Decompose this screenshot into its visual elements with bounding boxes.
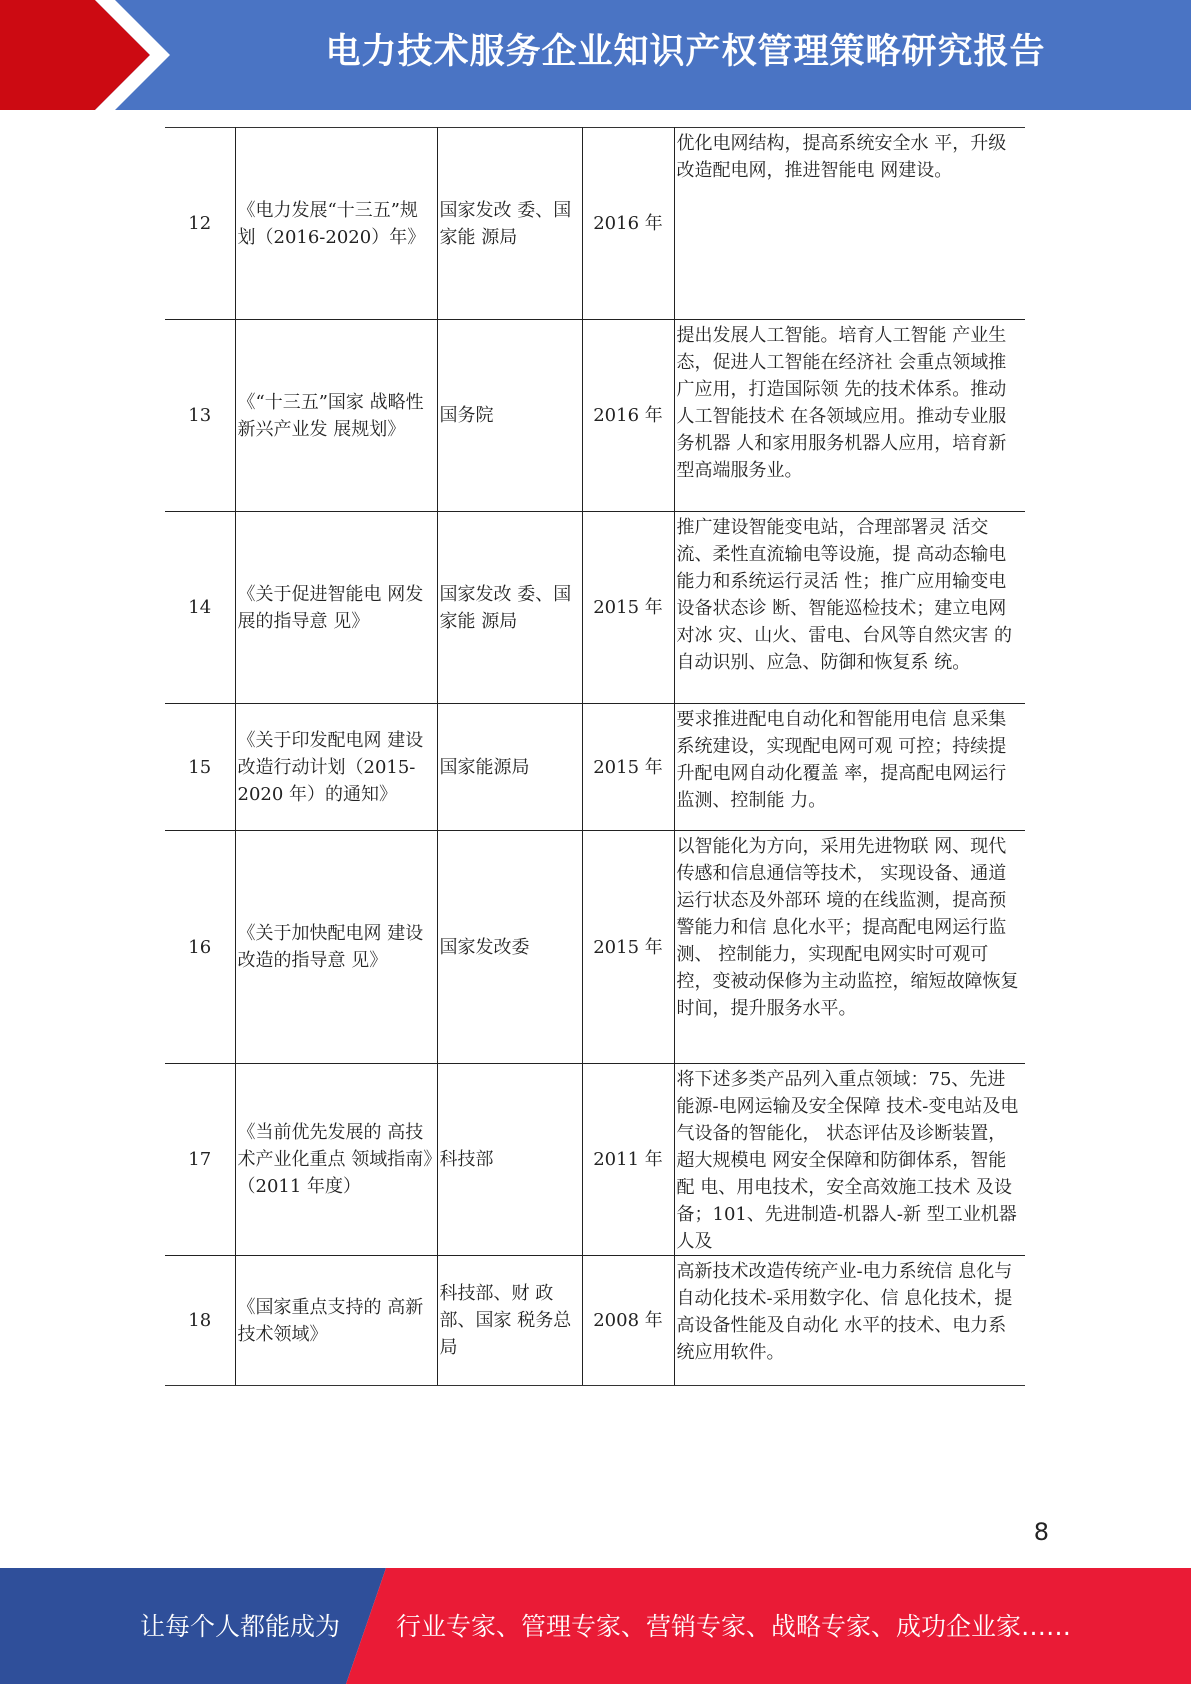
table-row [165, 704, 1025, 831]
page-footer [0, 1568, 1191, 1684]
table-row [165, 831, 1025, 1064]
table-row [165, 1064, 1025, 1256]
issue-year: 2015 年 [582, 704, 674, 831]
issue-year: 2008 年 [582, 1256, 674, 1386]
table-row [165, 320, 1025, 512]
policy-title: 《关于加快配电网 建设改造的指导意 见》 [235, 831, 437, 1064]
issue-year: 2015 年 [582, 831, 674, 1064]
page-number: 8 [1033, 1518, 1049, 1546]
policy-title: 《电力发展“十三五”规划（2016-2020）年》 [235, 128, 437, 320]
issue-year: 2011 年 [582, 1064, 674, 1256]
row-number: 16 [165, 831, 235, 1064]
issuing-authority: 国家发改 委、国家能 源局 [437, 128, 582, 320]
page-header [0, 0, 1191, 110]
policy-content: 高新技术改造传统产业-电力系统信 息化与自动化技术-采用数字化、信 息化技术，提高设备性能及自动化 水平的技术、电力系统应用软件。 [674, 1256, 1025, 1386]
policy-title: 《关于印发配电网 建设改造行动计划（2015-2020 年）的通知》 [235, 704, 437, 831]
policy-content: 要求推进配电自动化和智能用电信 息采集系统建设，实现配电网可观 可控；持续提升配电网自动化覆盖 率，提高配电网运行监测、控制能 力。 [674, 704, 1025, 831]
row-number: 13 [165, 320, 235, 512]
row-number: 18 [165, 1256, 235, 1386]
row-number: 15 [165, 704, 235, 831]
issue-year: 2015 年 [582, 512, 674, 704]
issuing-authority: 科技部、财 政部、国家 税务总局 [437, 1256, 582, 1386]
policy-title: 《“十三五”国家 战略性新兴产业发 展规划》 [235, 320, 437, 512]
policy-title: 《当前优先发展的 高技术产业化重点 领域指南》（2011 年度） [235, 1064, 437, 1256]
row-number: 17 [165, 1064, 235, 1256]
footer-slogan-right: 行业专家、管理专家、营销专家、战略专家、成功企业家…… [396, 1612, 1072, 1641]
row-number: 14 [165, 512, 235, 704]
policy-title: 《关于促进智能电 网发展的指导意 见》 [235, 512, 437, 704]
issuing-authority: 科技部 [437, 1064, 582, 1256]
row-number: 12 [165, 128, 235, 320]
issuing-authority: 国家发改委 [437, 831, 582, 1064]
policy-title: 《国家重点支持的 高新技术领域》 [235, 1256, 437, 1386]
issuing-authority: 国家能源局 [437, 704, 582, 831]
policy-content: 推广建设智能变电站，合理部署灵 活交流、柔性直流输电等设施，提 高动态输电能力和系统运行灵活 性；推广应用输变电设备状态诊 断、智能巡检技术；建立电网对冰 灾、山火、雷电、台风等自然灾害 的自动识别、应急、防御和恢复系 统。 [674, 512, 1025, 704]
policy-content: 提出发展人工智能。培育人工智能 产业生态，促进人工智能在经济社 会重点领域推广应用，打造国际领 先的技术体系。推动人工智能技术 在各领域应用。推动专业服务机器 人和家用服务机器人应用，培育新 型高端服务业。 [674, 320, 1025, 512]
footer-slogan-left: 让每个人都能成为 [140, 1612, 341, 1641]
policy-content: 以智能化为方向，采用先进物联 网、现代传感和信息通信等技术， 实现设备、通道运行状态及外部环 境的在线监测，提高预警能力和信 息化水平；提高配电网运行监测、 控制能力，实现配电网实时可观可 控，变被动保修为主动监控，缩短故障恢复时间，提升服务水平。 [674, 831, 1025, 1064]
table-row [165, 512, 1025, 704]
issuing-authority: 国家发改 委、国家能 源局 [437, 512, 582, 704]
policy-content: 优化电网结构，提高系统安全水 平，升级改造配电网，推进智能电 网建设。 [674, 128, 1025, 320]
policy-table [165, 127, 1025, 1386]
issue-year: 2016 年 [582, 320, 674, 512]
issuing-authority: 国务院 [437, 320, 582, 512]
table-row [165, 128, 1025, 320]
policy-content: 将下述多类产品列入重点领域：75、先进能源-电网运输及安全保障 技术-变电站及电气设备的智能化， 状态评估及诊断装置，超大规模电 网安全保障和防御体系，智能配 电、用电技术，安全高效施工技术 及设备；101、先进制造-机器人-新 型工业机器人及 [674, 1064, 1025, 1256]
issue-year: 2016 年 [582, 128, 674, 320]
policy-table-container [165, 127, 1025, 1386]
table-row [165, 1256, 1025, 1386]
document-title: 电力技术服务企业知识产权管理策略研究报告 [325, 32, 1046, 72]
